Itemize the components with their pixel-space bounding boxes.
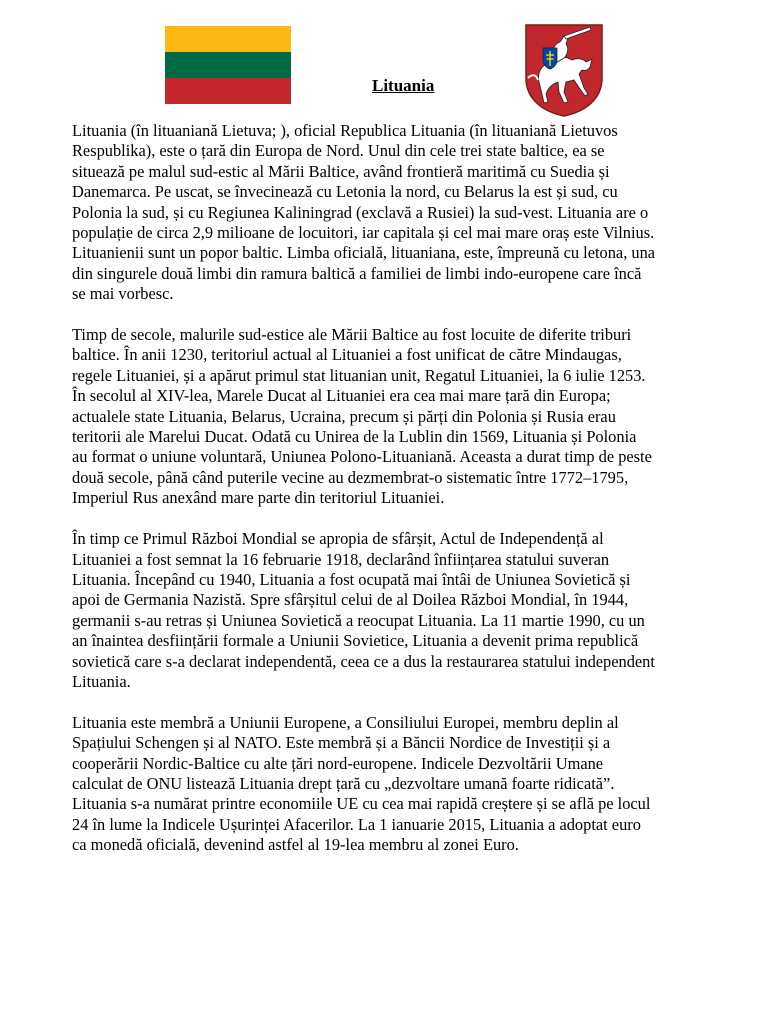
text-line: Polonia la sud, și cu Regiunea Kaliningrad (exclavă a Rusiei) la sud-vest. Lituania are o [72, 202, 649, 222]
text-line: Respublika), este o țară din Europa de Nord. Unul din cele trei state baltice, ea se [72, 141, 605, 161]
text-line: germanii s-au retras și Uniunea Sovietică a reocupat Lituania. La 11 martie 1990, cu un [72, 610, 645, 630]
text-line: În secolul al XIV-lea, Marele Ducat al Lituaniei era cea mai mare țară din Europa; [72, 386, 611, 406]
text-line: actualele state Lituania, Belarus, Ucraina, precum și părți din Polonia și Rusia erau [72, 406, 616, 426]
flag-stripe-green [165, 52, 291, 78]
text-line: din singurele două limbi din ramura baltică a familiei de limbi indo-europene care încă [72, 263, 642, 283]
text-line: situează pe malul sud-estic al Mării Baltice, având frontieră maritimă cu Suedia și [72, 161, 610, 181]
text-line: au format o uniune voluntară, Uniunea Polono-Lituaniană. Aceasta a durat timp de peste [72, 447, 652, 467]
text-line: Danemarca. Pe uscat, se învecinează cu Letonia la nord, cu Belarus la est și sud, cu [72, 182, 618, 202]
text-line: Spațiului Schengen și al NATO. Este membră și a Băncii Nordice de Investiții și a [72, 733, 611, 753]
text-line: Lituania este membră a Uniunii Europene, a Consiliului Europei, membru deplin al [72, 712, 619, 732]
text-line: an înaintea desființării formale a Uniunii Sovietice, Lituania a devenit prima republică [72, 631, 639, 651]
lithuania-coat-of-arms-vytis-icon [524, 22, 604, 118]
text-line: cooperării Nordic-Baltice cu alte țări nord-europene. Indicele Dezvoltării Umane [72, 753, 604, 773]
text-line: Imperiul Rus anexând mare parte din teritoriul Lituaniei. [72, 488, 445, 508]
text-line: Lituaniei a fost semnat la 16 februarie 1918, declarând înființarea statului suveran [72, 549, 610, 569]
text-line: calculat de ONU listează Lituania drept țară cu „dezvoltare umană foarte ridicată”. [72, 773, 615, 793]
paragraph [72, 325, 712, 509]
text-line: 24 în lume la Indicele Ușurinței Afacerilor. La 1 ianuarie 2015, Lituania a adoptat euro [72, 814, 641, 834]
text-line: Lituanienii sunt un popor baltic. Limba oficială, lituaniana, este, împreună cu letona, una [72, 243, 656, 263]
text-line: apoi de Germania Nazistă. Spre sfârșitul celui de al Doilea Război Mondial, în 1944, [72, 590, 629, 610]
text-line: două secole, până când puterile vecine au dezmembrat-o sistematic între 1772–1795, [72, 467, 629, 487]
paragraph [72, 713, 712, 856]
text-line: baltice. În anii 1230, teritoriul actual al Lituaniei a fost unificat de către Mindaugas, [72, 345, 622, 365]
flag-stripe-yellow [165, 26, 291, 52]
text-line: se mai vorbesc. [72, 284, 174, 304]
text-line: ca monedă oficială, devenind astfel al 19-lea membru al zonei Euro. [72, 835, 519, 855]
article-body [72, 121, 712, 876]
page-title: Lituania [372, 76, 435, 95]
text-line: sovietică care s-a declarat independentă, ceea ce a dus la restaurarea statului independent [72, 651, 655, 671]
text-line: populație de circa 2,9 milioane de locuitori, iar capitala și cel mai mare oraș este Vilnius. [72, 223, 655, 243]
text-line: Lituania (în lituaniană Lietuva; ), oficial Republica Lituania (în lituaniană Lietuvos [72, 121, 618, 140]
lithuanian-flag [165, 26, 291, 104]
paragraph [72, 121, 712, 305]
text-line: În timp ce Primul Război Mondial se apropia de sfârșit, Actul de Independență al [72, 529, 604, 549]
text-line: Lituania. Începând cu 1940, Lituania a fost ocupată mai întâi de Uniunea Sovietică și [72, 569, 631, 589]
paragraph [72, 529, 712, 692]
text-line: Lituania s-a numărat printre economiile UE cu cea mai rapidă creștere și se află pe locul [72, 794, 651, 814]
flag-stripe-red [165, 78, 291, 104]
text-line: teritorii ale Marelui Ducat. Odată cu Unirea de la Lublin din 1569, Lituania și Polonia [72, 427, 637, 447]
text-line: regele Lituaniei, și a apărut primul stat lituanian unit, Regatul Lituaniei, la 6 iulie 1253. [72, 365, 646, 385]
text-line: Timp de secole, malurile sud-estice ale Mării Baltice au fost locuite de diferite triburi [72, 325, 632, 345]
text-line: Lituania. [72, 671, 131, 691]
